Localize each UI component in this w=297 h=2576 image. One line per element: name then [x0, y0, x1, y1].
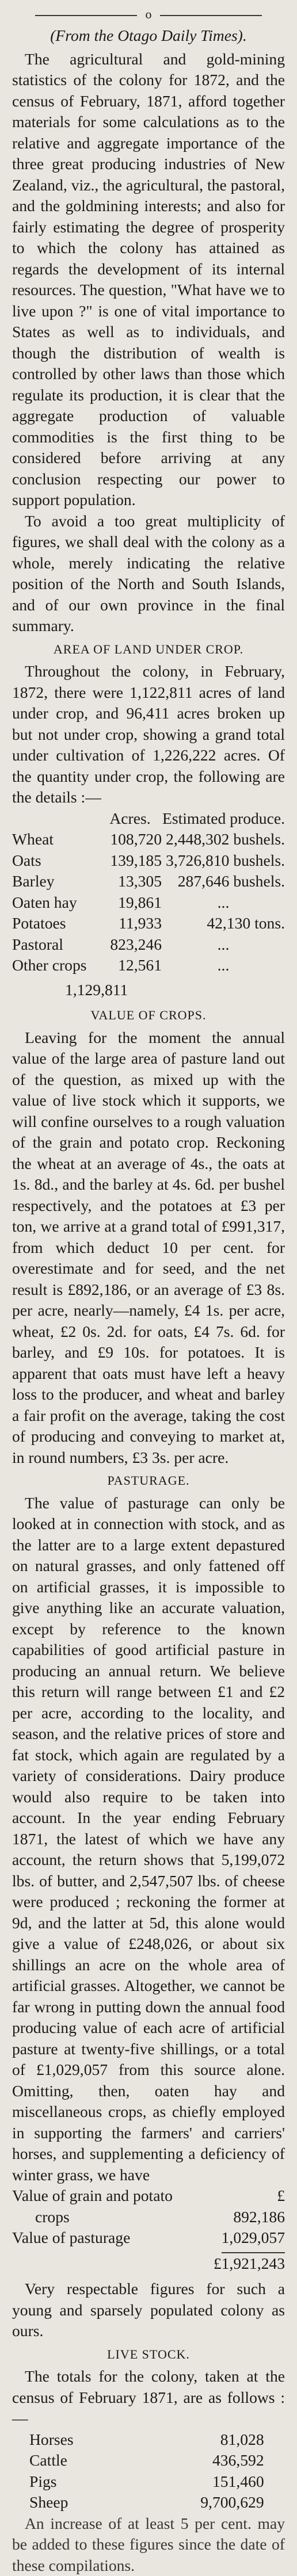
crop-acres: 108,720: [98, 829, 162, 850]
crop-produce: 2,448,302 bushels.: [162, 829, 285, 850]
value-row: [12, 2207, 285, 2228]
livestock-count: 81,028: [125, 2429, 264, 2451]
crop-name: Potatoes: [12, 913, 98, 934]
crop-produce: ...: [162, 955, 285, 976]
crop-name: Wheat: [12, 829, 98, 850]
article-column: [12, 0, 285, 2576]
crop-produce: ...: [162, 892, 285, 914]
ornament-glyph: o: [137, 7, 160, 22]
pasturage-closing: Very respectable figures for such a young and sparsely populated colony as ours.: [12, 2279, 285, 2342]
crop-row: [12, 934, 285, 956]
livestock-row: [29, 2429, 264, 2451]
crop-name: Pastoral: [12, 934, 98, 956]
ornament-rule: [12, 8, 285, 24]
crop-acres: 13,305: [98, 871, 162, 892]
pasturage-paragraph: The value of pasturage can only be looked at in connection with stock, and as the latter are to a large extent depastured on natural grasses, and only fattened off on artificial grasses, it is impossible to give anything like an accurate valuation, except by reference to the known capabilities of good artificial pasture in producing an annual return. We believe this return will range between £1 and £2 per acre, according to the locality, and season, and the relative prices of store and fat stock, which again are regulated by a variety of considerations. Dairy produce would also require to be taken into account. In the year ending February 1871, the latest of which we have any account, the return shows that 5,199,072 lbs. of butter, and 2,547,507 lbs. of cheese were produced ; reckoning the former at 9d, and the latter at 5d, this alone would give a value of £248,026, or about six shillings an acre on the whole area of artificial grasses. Altogether, we cannot be far wrong in putting down the annual food producing value of each acre of artificial pasture at twenty-five shillings, or a total of £1,029,057 from this source alone. Omitting, then, oaten hay and miscellaneous crops, as chiefly employed in supporting the farmers' and carriers' horses, and supplementing a deficiency of winter grass, we have: [12, 1493, 285, 2186]
crop-name: Barley: [12, 871, 98, 892]
livestock-animal: Cattle: [29, 2450, 125, 2471]
value-label: crops: [12, 2207, 208, 2228]
crop-total: 1,129,811: [12, 980, 285, 1001]
livestock-row: [29, 2471, 264, 2493]
crop-acres: 139,185: [98, 850, 162, 872]
section-heading-area: AREA OF LAND UNDER CROP.: [12, 639, 285, 660]
value-amount: 1,029,057: [208, 2227, 285, 2249]
col-acres-label: Acres.: [98, 808, 162, 830]
crop-table: [12, 808, 285, 976]
livestock-animal: Horses: [29, 2429, 125, 2451]
value-row: [12, 2227, 285, 2249]
crop-produce: 42,130 tons.: [162, 913, 285, 934]
section-heading-value: VALUE OF CROPS.: [12, 1005, 285, 1026]
crop-name: Oaten hay: [12, 892, 98, 914]
value-amount: 892,186: [208, 2207, 285, 2228]
crop-acres: 12,561: [98, 955, 162, 976]
crop-produce: ...: [162, 934, 285, 956]
crop-row: [12, 955, 285, 976]
crop-acres: 823,246: [98, 934, 162, 956]
intro-paragraph-2: To avoid a too great multiplicity of figures, we shall deal with the colony as a whole, merely indicating the relative position of the North and South Islands, and of our own province in the final summary.: [12, 511, 285, 637]
crop-name: Oats: [12, 850, 98, 872]
value-summary-table: [12, 2185, 285, 2249]
value-paragraph: Leaving for the moment the annual value of the large area of pasture land out of the question, as mixed up with the value of live stock which it supports, we will confine ourselves to a rough valuation of the grain and potato crop. Reckoning the wheat at an average of 4s., the oats at 1s. 8d., and the barley at 4s. 6d. per bushel respectively, and the potatoes at £3 per ton, we arrive at a grand total of £991,317, from which deduct 10 per cent. for overestimate and for seed, and the net result is £892,186, or an average of £3 8s. per acre, nearly—namely, £4 1s. per acre, wheat, £2 0s. 2d. for oats, £4 7s. 6d. for barley, and £9 10s. for potatoes. It is apparent that oats must have left a heavy loss to the producer, and wheat and barley a fair profit on the average, taking the cost of producing and conveying to market at, in round numbers, £3 3s. per acre.: [12, 1027, 285, 1469]
crop-row: [12, 829, 285, 850]
crop-row: [12, 913, 285, 934]
livestock-count: 436,592: [125, 2450, 264, 2471]
crop-table-header: [12, 808, 285, 830]
crop-name: Other crops: [12, 955, 98, 976]
crop-produce: 287,646 bushels.: [162, 871, 285, 892]
livestock-row: [29, 2492, 264, 2513]
livestock-animal: Sheep: [29, 2492, 125, 2513]
value-label: Value of pasturage: [12, 2227, 208, 2249]
intro-paragraph-1: The agricultural and gold-mining statistics of the colony for 1872, and the census of February, 1871, afford together materials for some calculations as to the relative and aggregate importance of the three great producing industries of New Zealand, viz., the agricultural, the pastoral, and the goldmining interests; and also for fairly estimating the degree of prosperity to which the colony has attained as regards the development of its internal resources. The question, "What have we to live upon ?" is one of vital importance to States as well as to individuals, and though the distribution of wealth is controlled by other laws than those which regulate its production, it is clear that the aggregate production of valuable commodities is the first thing to be considered before arriving at any conclusion respecting our power to support population.: [12, 49, 285, 511]
livestock-paragraph: The totals for the colony, taken at the census of February 1871, are as follows :—: [12, 2366, 285, 2429]
livestock-closing: An increase of at least 5 per cent. may be added to these figures since the date of these compilations.: [12, 2513, 285, 2576]
livestock-count: 151,460: [125, 2471, 264, 2493]
currency-symbol: £: [208, 2185, 285, 2207]
crop-row: [12, 892, 285, 914]
livestock-count: 9,700,629: [125, 2492, 264, 2513]
value-sum: £1,921,243: [12, 2253, 285, 2275]
crop-produce: 3,726,810 bushels.: [162, 850, 285, 872]
livestock-row: [29, 2450, 264, 2471]
crop-row: [12, 850, 285, 872]
article-source: (From the Otago Daily Times).: [12, 25, 285, 47]
section-heading-pasturage: PASTURAGE.: [12, 1470, 285, 1492]
col-produce-label: Estimated produce.: [162, 808, 285, 830]
section-heading-livestock: LIVE STOCK.: [12, 2344, 285, 2365]
area-paragraph: Throughout the colony, in February, 1872, there were 1,122,811 acres of land under crop, and 96,411 acres broken up but not under crop, showing a grand total under cultivation of 1,226,222 acres. Of the quantity under crop, the following are the details :—: [12, 661, 285, 808]
crop-row: [12, 871, 285, 892]
crop-acres: 11,933: [98, 913, 162, 934]
value-row: [12, 2185, 285, 2207]
livestock-animal: Pigs: [29, 2471, 125, 2493]
livestock-table: [29, 2429, 264, 2513]
value-label: Value of grain and potato: [12, 2185, 208, 2207]
crop-acres: 19,861: [98, 892, 162, 914]
